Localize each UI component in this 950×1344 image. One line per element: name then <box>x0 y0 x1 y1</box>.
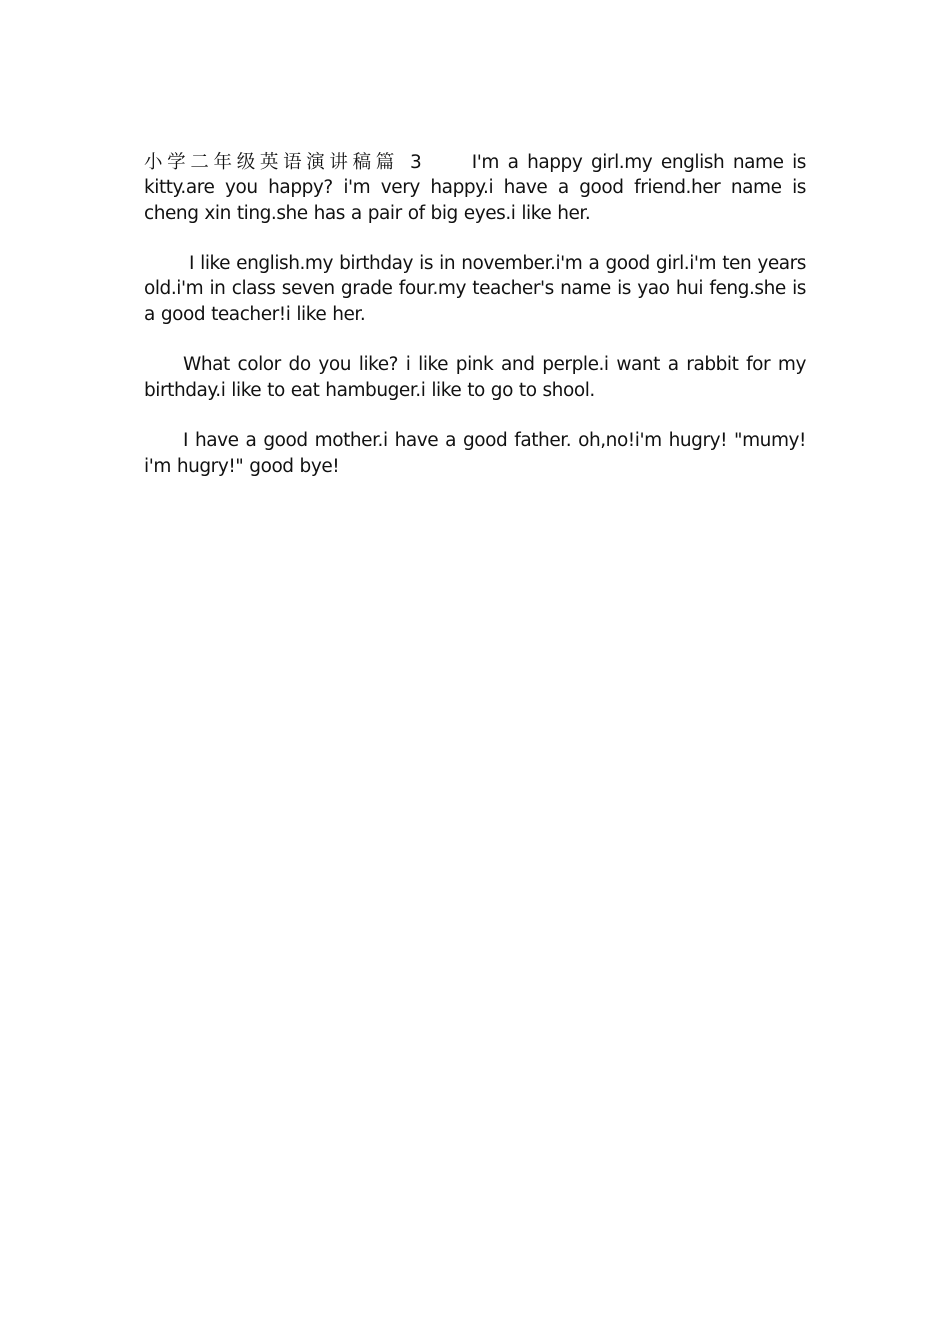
paragraph-3: What color do you like? i like pink and perple.i want a rabbit for my birthday.i like to eat hambuger.i like to go to shool. <box>144 354 806 401</box>
paragraph-4: I have a good mother.i have a good father. oh,no!i'm hugry! "mumy! i'm hugry!" good bye! <box>144 430 806 477</box>
paragraph-1 <box>144 150 806 226</box>
paragraph-2: I like english.my birthday is in november.i'm a good girl.i'm ten years old.i'm in class seven grade four.my teacher's name is yao hui feng.she is a good teacher!i like her. <box>144 253 806 325</box>
paragraph-1-text: I'm a happy girl.my english name is kitty.are you happy? i'm very happy.i have a good friend.her name is cheng xin ting.she has a pair of big eyes.i like her. <box>144 152 806 224</box>
document-body <box>144 150 806 504</box>
document-heading: 小学二年级英语演讲稿篇 3 <box>144 152 424 173</box>
